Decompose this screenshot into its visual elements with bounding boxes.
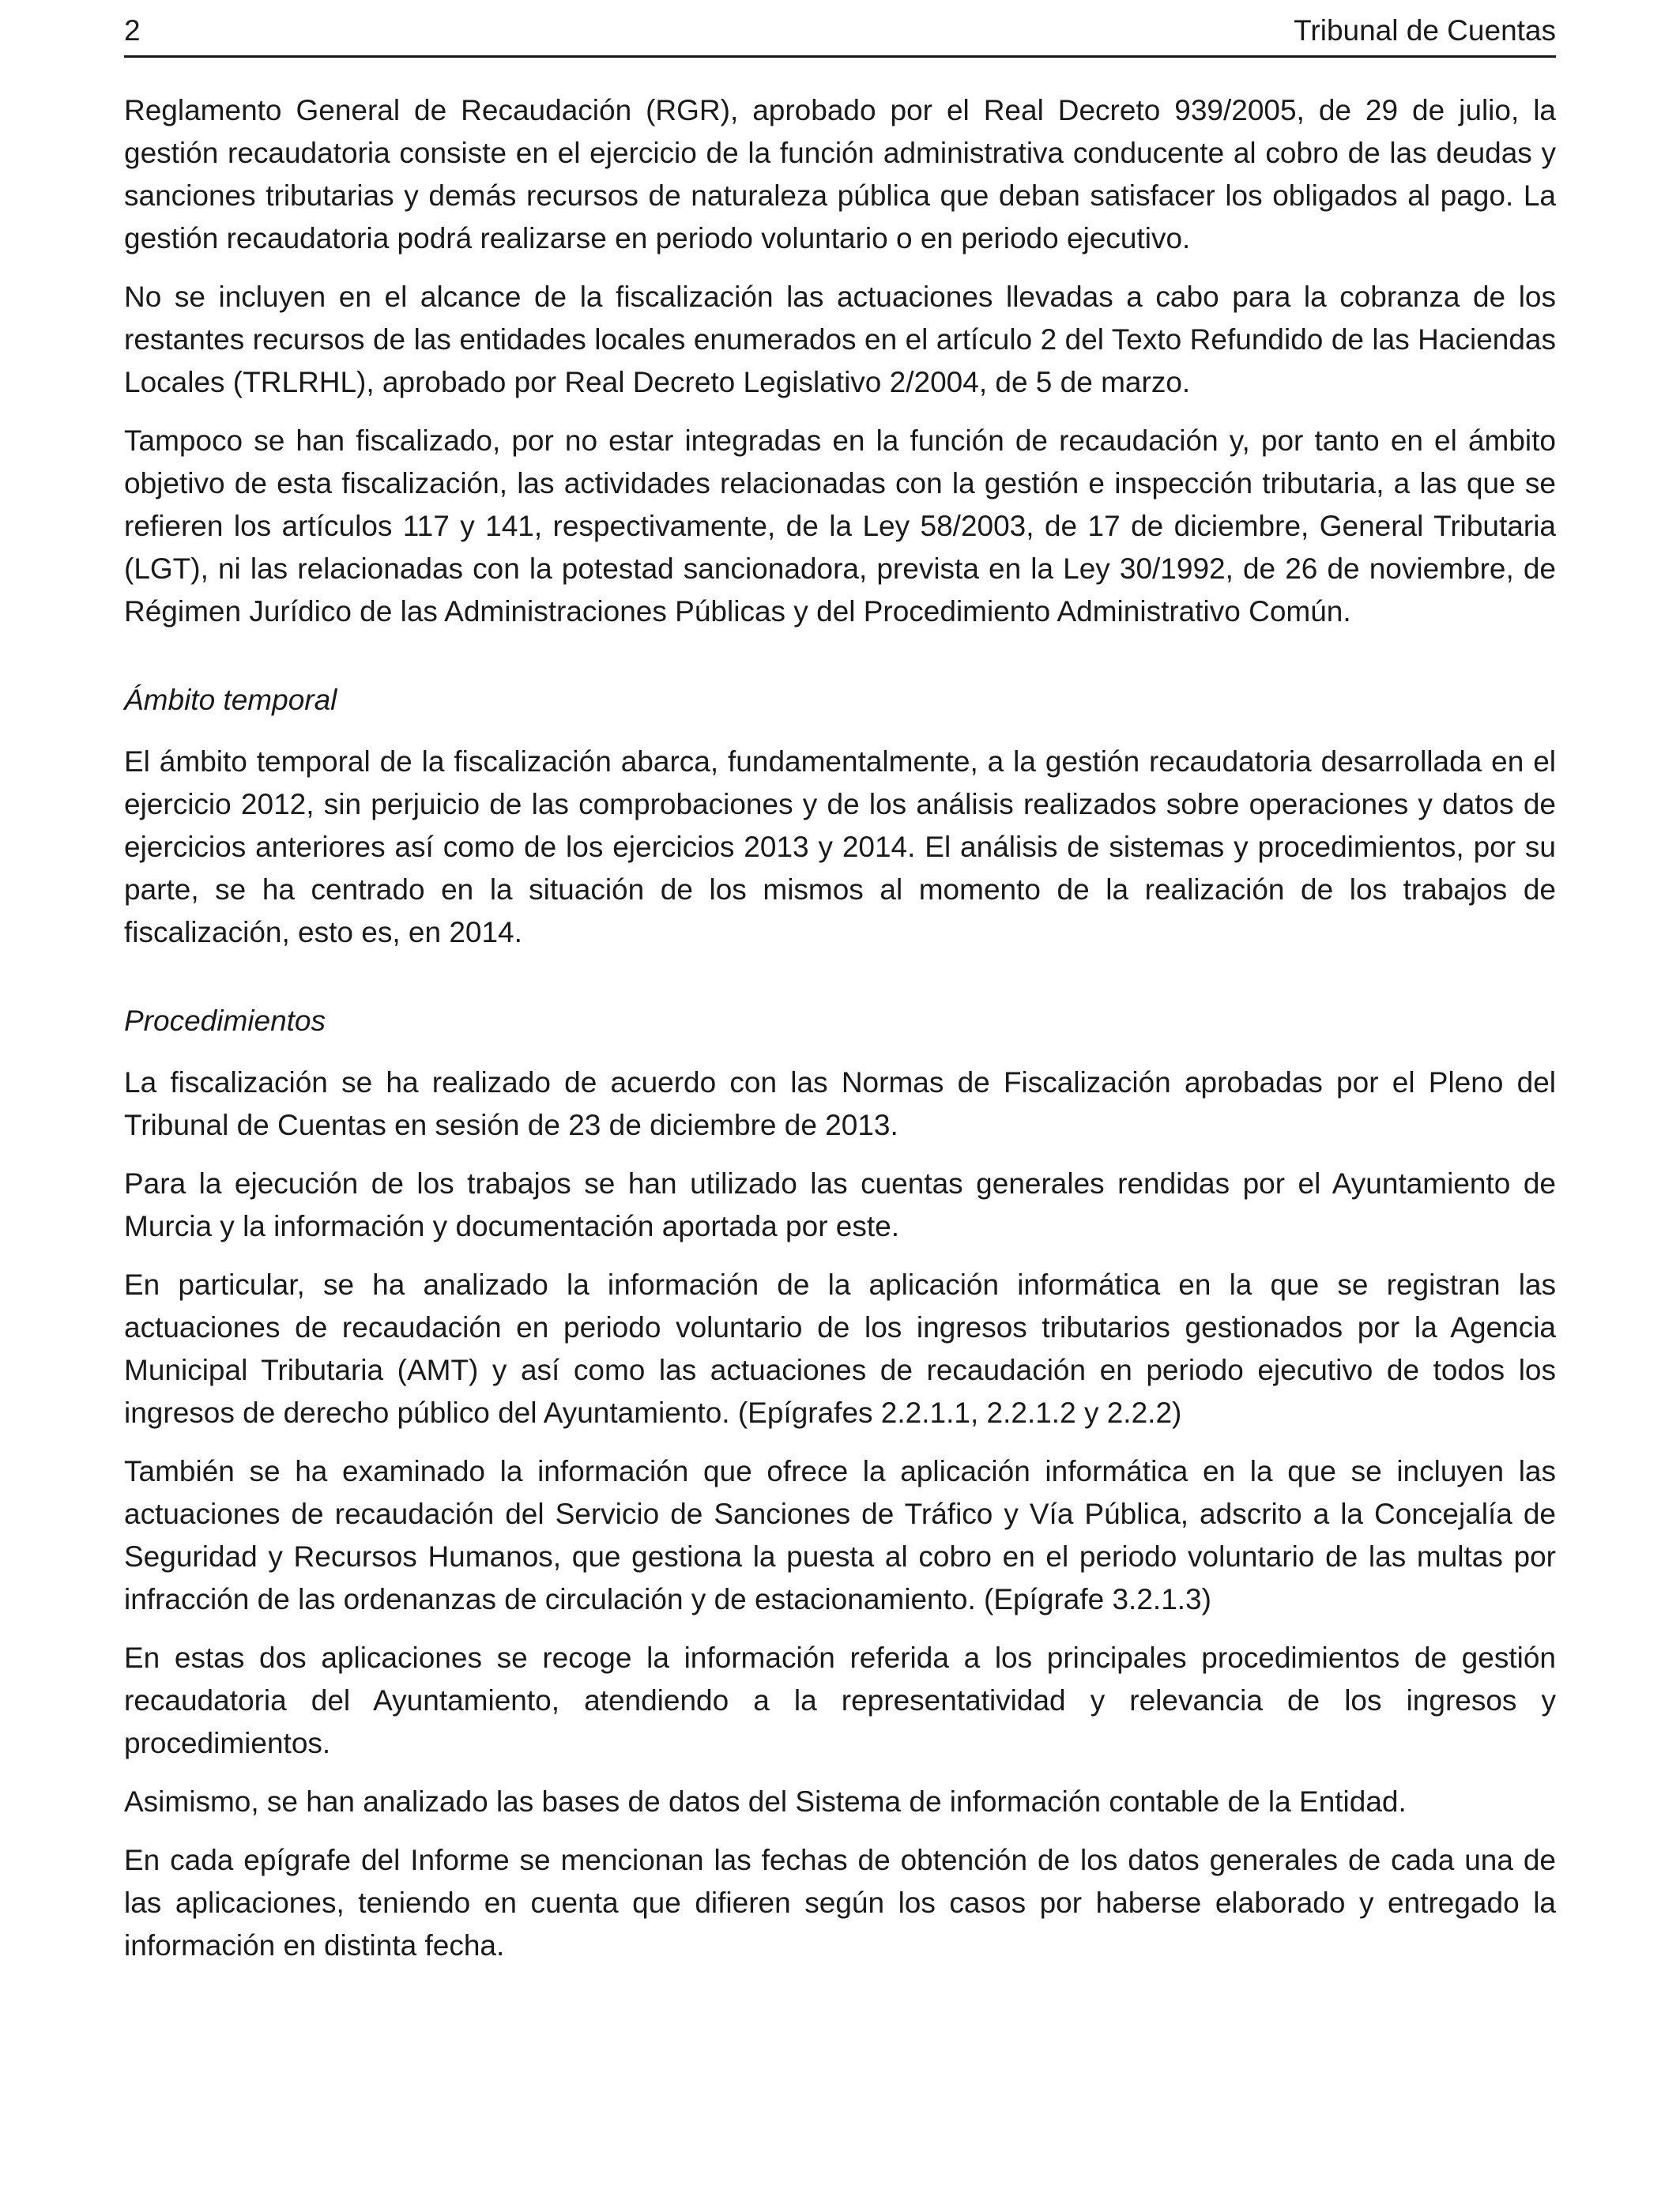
paragraph: En cada epígrafe del Informe se mencionan las fechas de obtención de los datos generales de cada una de las aplicaciones, teniendo en cuenta que difieren según los casos por haberse elaborado y entregado la información en distinta fecha.: [124, 1844, 1556, 1962]
paragraph: Tampoco se han fiscalizado, por no estar integradas en la función de recaudación y, por tanto en el ámbito objetivo de esta fiscalización, las actividades relacionadas con la gestión e inspección tributaria, a las que se refieren los artículos 117 y 141, respectivamente, de la Ley 58/2003, de 17 de diciembre, General Tributaria (LGT), ni las relacionadas con la potestad sancionadora, prevista en la Ley 30/1992, de 26 de noviembre, de Régimen Jurídico de las Administraciones Públicas y del Procedimiento Administrativo Común.: [124, 424, 1556, 628]
paragraph: En estas dos aplicaciones se recoge la información referida a los principales procedimientos de gestión recaudatoria del Ayuntamiento, atendiendo a la representatividad y relevancia de los ingresos y procedimientos.: [124, 1642, 1556, 1759]
paragraph: Reglamento General de Recaudación (RGR), aprobado por el Real Decreto 939/2005, de 29 de julio, la gestión recaudatoria consiste en el ejercicio de la función administrativa conducente al cobro de las deudas y sanciones tributarias y demás recursos de naturaleza pública que deban satisfacer los obligados al pago. La gestión recaudatoria podrá realizarse en periodo voluntario o en periodo ejecutivo.: [124, 94, 1556, 254]
paragraph: Para la ejecución de los trabajos se han utilizado las cuentas generales rendidas por el Ayuntamiento de Murcia y la información y documentación aportada por este.: [124, 1167, 1556, 1242]
document-title: Tribunal de Cuentas: [1294, 14, 1556, 47]
document-body: [124, 89, 1556, 1967]
paragraph: No se incluyen en el alcance de la fiscalización las actuaciones llevadas a cabo para la cobranza de los restantes recursos de las entidades locales enumerados en el artículo 2 del Texto Refundido de las Haciendas Locales (TRLRHL), aprobado por Real Decreto Legislativo 2/2004, de 5 de marzo.: [124, 281, 1556, 398]
paragraph: El ámbito temporal de la fiscalización abarca, fundamentalmente, a la gestión recaudatoria desarrollada en el ejercicio 2012, sin perjuicio de las comprobaciones y de los análisis realizados sobre operaciones y datos de ejercicios anteriores así como de los ejercicios 2013 y 2014. El análisis de sistemas y procedimientos, por su parte, se ha centrado en la situación de los mismos al momento de la realización de los trabajos de fiscalización, esto es, en 2014.: [124, 745, 1556, 948]
section-heading-procedimientos: Procedimientos: [124, 1005, 326, 1037]
paragraph: La fiscalización se ha realizado de acuerdo con las Normas de Fiscalización aprobadas por el Pleno del Tribunal de Cuentas en sesión de 23 de diciembre de 2013.: [124, 1066, 1556, 1141]
paragraph: Asimismo, se han analizado las bases de datos del Sistema de información contable de la Entidad.: [124, 1785, 1407, 1818]
paragraph: En particular, se ha analizado la información de la aplicación informática en la que se registran las actuaciones de recaudación en periodo voluntario de los ingresos tributarios gestionados por la Agencia Municipal Tributaria (AMT) y así como las actuaciones de recaudación en periodo ejecutivo de todos los ingresos de derecho público del Ayuntamiento. (Epígrafes 2.2.1.1, 2.2.1.2 y 2.2.2): [124, 1269, 1556, 1429]
header-rule: [124, 55, 1556, 58]
paragraph: También se ha examinado la información que ofrece la aplicación informática en la que se incluyen las actuaciones de recaudación del Servicio de Sanciones de Tráfico y Vía Pública, adscrito a la Concejalía de Seguridad y Recursos Humanos, que gestiona la puesta al cobro en el periodo voluntario de las multas por infracción de las ordenanzas de circulación y de estacionamiento. (Epígrafe 3.2.1.3): [124, 1455, 1556, 1615]
page-number: 2: [124, 14, 141, 47]
section-heading-ambito-temporal: Ámbito temporal: [124, 684, 337, 716]
page-header: [124, 13, 1556, 55]
